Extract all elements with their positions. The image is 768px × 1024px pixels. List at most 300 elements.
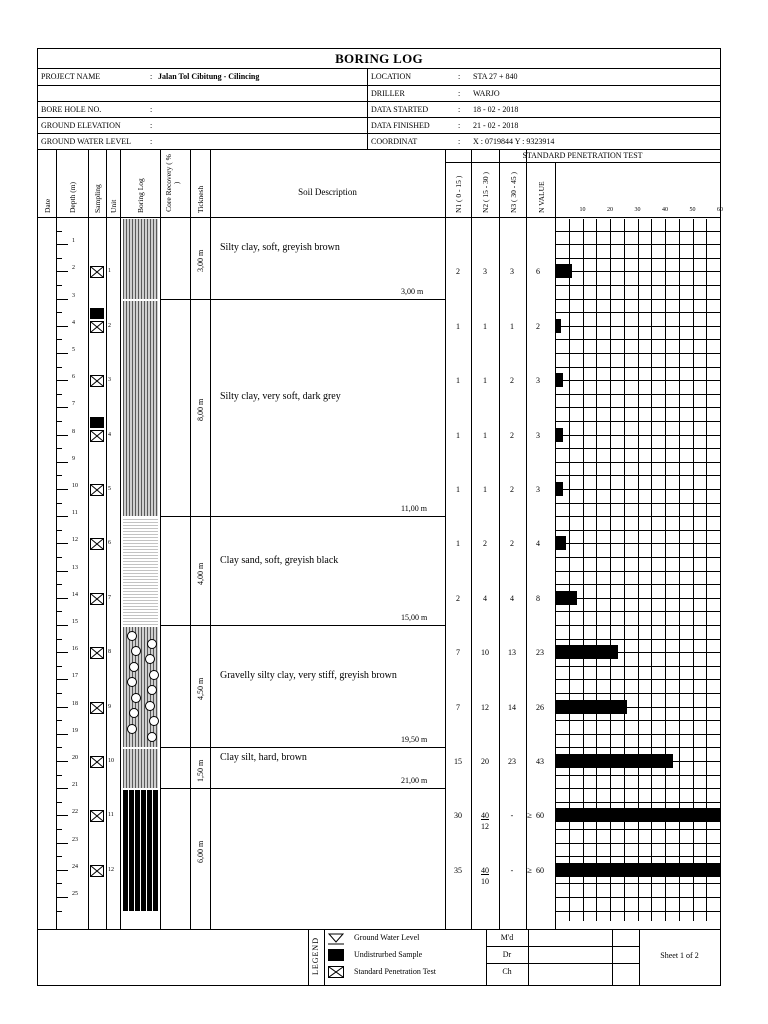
page-title: BORING LOG	[335, 51, 423, 66]
layer-bottom-depth: 21,00 m	[401, 776, 428, 786]
n3-value: 23	[508, 757, 516, 766]
header-sep: :	[150, 121, 153, 130]
depth-tick-label: 19	[72, 727, 78, 734]
depth-tick	[56, 407, 68, 408]
n3-value: 14	[508, 702, 516, 712]
header-label: DRILLER	[371, 89, 405, 98]
legend-divider	[324, 929, 325, 985]
depth-tick	[56, 489, 68, 490]
chart-grid-line	[555, 829, 720, 830]
n2-value: 1	[483, 430, 487, 440]
thickness-value: 1,50 m	[196, 759, 205, 782]
depth-minor-tick	[56, 611, 62, 612]
legend-title: LEGEND	[311, 937, 320, 975]
spt-n-bar	[555, 319, 561, 333]
chart-grid-line	[555, 258, 720, 259]
spt-n-bar	[555, 482, 563, 496]
n1-value: 7	[456, 648, 460, 658]
n1-value: 35	[454, 865, 462, 875]
nvalue: 43	[536, 757, 544, 766]
header-value: 18 - 02 - 2018	[473, 105, 519, 114]
gravel-pebble	[147, 732, 157, 742]
header-label: PROJECT NAME	[41, 72, 101, 81]
layer-boundary	[160, 625, 445, 626]
sample-number: 3	[108, 377, 111, 384]
spt-title: STANDARD PENETRATION TEST	[522, 151, 643, 160]
depth-tick-label: 2	[72, 265, 75, 272]
chart-grid-line	[555, 843, 720, 844]
n3-value: 2	[510, 376, 514, 386]
nvalue-header: N VALUE	[536, 181, 546, 213]
n1-value: 1	[456, 539, 460, 549]
layer-boundary	[160, 299, 445, 300]
layer-bottom-depth: 19,50 m	[401, 735, 428, 745]
project-name-value: Jalan Tol Cibitung - Cilincing	[158, 72, 260, 81]
depth-tick-label: 13	[72, 564, 78, 571]
chart-grid-line	[555, 856, 720, 857]
signoff-label: Ch	[502, 967, 512, 976]
column-line	[471, 149, 472, 929]
n1-value: 2	[456, 593, 460, 603]
chart-grid-line	[555, 557, 720, 558]
depth-tick-label: 9	[72, 455, 75, 462]
depth-minor-tick	[56, 448, 62, 449]
depth-header: Depth (m)	[68, 181, 77, 213]
n2-value: 40	[481, 865, 489, 875]
column-line	[56, 149, 57, 929]
column-line	[120, 149, 121, 929]
thickness-value: 4,00 m	[196, 562, 205, 585]
header-label: DATA STARTED	[371, 105, 429, 114]
chart-grid-line	[555, 367, 720, 368]
depth-tick	[56, 761, 68, 762]
legend-item-label: Undistrurbed Sample	[354, 950, 423, 959]
depth-minor-tick	[56, 747, 62, 748]
n3-value: 2	[510, 539, 514, 549]
spt-n-bar	[555, 808, 720, 822]
depth-minor-tick	[56, 530, 62, 531]
nvalue-prefix: ≥	[527, 864, 532, 875]
chart-grid-line	[555, 639, 720, 640]
header-label: DATA FINISHED	[371, 121, 430, 130]
chart-grid-line	[555, 231, 720, 232]
spt-sample-icon	[90, 593, 104, 605]
n3-header: N3 ( 30 - 45 )	[508, 171, 518, 213]
n2-value: 40	[481, 811, 489, 821]
n2-value: 12	[481, 702, 489, 712]
core-recovery-header: Core Recovery ( % )	[164, 154, 181, 212]
sample-number: 12	[108, 866, 114, 873]
depth-tick	[56, 543, 68, 544]
boring-log-layer	[123, 219, 158, 299]
spt-n-bar	[555, 863, 720, 877]
depth-tick-label: 24	[72, 863, 78, 870]
chart-grid-line	[555, 911, 720, 912]
nvalue: 6	[536, 267, 540, 277]
nvalue: 2	[536, 321, 540, 331]
depth-tick	[56, 299, 68, 300]
header-row-line	[38, 117, 720, 118]
depth-tick	[56, 870, 68, 871]
n3-value: 1	[510, 321, 514, 331]
depth-tick	[56, 271, 68, 272]
depth-tick-label: 21	[72, 782, 78, 789]
n2-subvalue: 10	[481, 876, 489, 886]
column-line	[210, 149, 211, 929]
n2-value: 20	[481, 757, 489, 766]
depth-tick	[56, 788, 68, 789]
sample-number: 2	[108, 322, 111, 329]
header-value: 21 - 02 - 2018	[473, 121, 519, 130]
legend-item-label: Standard Penetration Test	[354, 967, 436, 976]
depth-tick	[56, 571, 68, 572]
chart-grid-line	[555, 462, 720, 463]
depth-tick-label: 10	[72, 483, 78, 489]
scale-tick-label: 60	[717, 207, 723, 213]
n2-value: 10	[481, 648, 489, 658]
depth-tick-label: 6	[72, 374, 75, 381]
boring-log-layer	[123, 301, 158, 517]
spt-sample-icon	[90, 430, 104, 442]
chart-grid-line	[555, 448, 720, 449]
depth-minor-tick	[56, 367, 62, 368]
n2-value: 1	[483, 485, 487, 494]
chart-grid-line	[555, 244, 720, 245]
gravel-pebble	[131, 646, 141, 656]
spt-n-bar	[555, 264, 572, 278]
header-label: GROUND ELEVATION	[41, 121, 121, 130]
gravel-pebble	[147, 639, 157, 649]
chart-grid-line	[555, 720, 720, 721]
signoff-line	[486, 946, 639, 947]
spt-n-bar	[555, 373, 563, 387]
header-value: WARJO	[473, 89, 500, 98]
spt-n-bar	[555, 645, 618, 659]
depth-tick	[56, 353, 68, 354]
chart-grid-line	[555, 326, 720, 327]
signoff-label: Dr	[502, 950, 512, 959]
scale-tick-label: 20	[607, 207, 613, 213]
nvalue: 3	[536, 430, 540, 440]
spt-n-bar	[555, 591, 577, 605]
chart-grid-line	[555, 611, 720, 612]
scale-tick-label: 50	[689, 207, 696, 213]
header-value: STA 27 + 840	[473, 72, 518, 81]
boring-log-header: Boring Log	[136, 178, 145, 213]
spt-sample-icon	[90, 865, 104, 877]
header-sep: :	[150, 105, 153, 114]
gravel-pebble	[147, 685, 157, 695]
depth-tick	[56, 679, 68, 680]
n3-value: 3	[510, 267, 514, 277]
soil-description: Clay sand, soft, greyish black	[220, 554, 339, 566]
scale-tick-label: 40	[662, 207, 668, 213]
sheet-number: Sheet 1 of 2	[660, 951, 699, 960]
chart-grid-line	[555, 775, 720, 776]
depth-minor-tick	[56, 720, 62, 721]
sample-number: 10	[108, 758, 114, 764]
depth-minor-tick	[56, 557, 62, 558]
depth-tick	[56, 897, 68, 898]
depth-tick-label: 4	[72, 319, 75, 326]
chart-grid-line	[555, 598, 720, 599]
ground-water-level-icon	[328, 932, 344, 944]
thickness-value: 6,00 m	[196, 841, 205, 864]
header-divider	[38, 68, 720, 69]
depth-tick	[56, 598, 68, 599]
chart-grid-line	[555, 666, 720, 667]
gravel-pebble	[149, 670, 159, 680]
depth-tick	[56, 380, 68, 381]
undisturbed-sample-icon	[90, 417, 104, 428]
layer-boundary	[160, 788, 445, 789]
depth-minor-tick	[56, 666, 62, 667]
sample-number: 8	[108, 649, 111, 656]
header-sep: :	[458, 137, 461, 146]
header-mid-divider	[367, 68, 368, 149]
chart-grid-line	[555, 339, 720, 340]
chart-grid-line	[555, 734, 720, 735]
depth-minor-tick	[56, 829, 62, 830]
depth-tick	[56, 435, 68, 436]
depth-tick-label: 20	[72, 755, 78, 761]
column-line	[88, 149, 89, 929]
n3-value: -	[510, 811, 514, 821]
header-row-line	[38, 133, 720, 134]
body-bottom-line	[38, 929, 720, 930]
nvalue: 60	[536, 865, 544, 875]
sample-number: 7	[108, 594, 111, 601]
legend-divider	[308, 929, 309, 985]
chart-grid-line	[555, 312, 720, 313]
depth-tick	[56, 244, 68, 245]
depth-minor-tick	[56, 639, 62, 640]
header-bottom-line	[38, 149, 720, 150]
gravel-pebble	[127, 631, 137, 641]
header-value: X : 0719844 Y : 9323914	[473, 137, 555, 146]
n1-value: 15	[454, 757, 462, 766]
legend-item-label: Ground Water Level	[354, 933, 420, 942]
boring-log-layer	[123, 518, 158, 625]
depth-tick-label: 15	[72, 619, 78, 625]
depth-minor-tick	[56, 312, 62, 313]
header-label: LOCATION	[371, 72, 411, 81]
depth-minor-tick	[56, 475, 62, 476]
spt-sample-icon	[90, 266, 104, 278]
n1-value: 1	[456, 321, 460, 331]
nvalue: 3	[536, 376, 540, 386]
chart-grid-line	[555, 421, 720, 422]
depth-tick	[56, 734, 68, 735]
unit-header: Unit	[109, 199, 118, 213]
scale-tick-label: 30	[634, 207, 641, 213]
spt-sample-icon	[90, 538, 104, 550]
thickness-header: Ticknesh	[196, 185, 205, 213]
log-grid	[38, 49, 723, 985]
depth-minor-tick	[56, 421, 62, 422]
legend-divider	[528, 929, 529, 985]
nvalue-prefix: ≥	[527, 810, 532, 821]
spt-legend-icon	[328, 966, 344, 978]
chart-grid-line	[555, 435, 720, 436]
chart-grid-line	[555, 530, 720, 531]
depth-minor-tick	[56, 775, 62, 776]
sample-number: 11	[108, 812, 114, 819]
chart-grid-line	[555, 407, 720, 408]
chart-grid-line	[555, 271, 720, 272]
n1-value: 2	[456, 267, 460, 277]
depth-minor-tick	[56, 856, 62, 857]
nvalue: 8	[536, 593, 540, 603]
nvalue: 26	[536, 702, 544, 712]
chart-grid-line	[555, 571, 720, 572]
thickness-value: 3,00 m	[196, 249, 205, 272]
soil-description: Silty clay, soft, greyish brown	[220, 241, 340, 253]
depth-tick-label: 11	[72, 510, 78, 517]
layer-boundary	[160, 516, 445, 517]
nvalue: 4	[536, 539, 540, 549]
header-sep: :	[150, 137, 153, 146]
gravel-pebble	[145, 701, 155, 711]
header-row-line	[38, 85, 720, 86]
spt-sample-icon	[90, 756, 104, 768]
chart-grid-line	[555, 679, 720, 680]
chart-grid-line	[555, 883, 720, 884]
n3-value: 2	[510, 430, 514, 440]
spt-n-bar	[555, 700, 627, 714]
n1-value: 1	[456, 430, 460, 440]
undisturbed-sample-legend-icon	[328, 949, 344, 961]
thickness-value: 4,50 m	[196, 677, 205, 701]
spt-n-bar	[555, 536, 566, 550]
sample-number: 6	[108, 540, 111, 547]
chart-grid-line	[555, 285, 720, 286]
depth-minor-tick	[56, 802, 62, 803]
column-line	[190, 149, 191, 929]
chart-grid-line	[555, 802, 720, 803]
sample-number: 4	[108, 431, 111, 438]
gravel-pebble	[127, 724, 137, 734]
scale-tick-label: 10	[579, 207, 586, 213]
column-line	[160, 149, 161, 929]
n3-value: 2	[510, 485, 514, 494]
legend-divider	[612, 929, 613, 985]
depth-tick-label: 22	[72, 809, 78, 816]
depth-minor-tick	[56, 339, 62, 340]
spt-sample-icon	[90, 321, 104, 333]
gravel-pebble	[131, 693, 141, 703]
chart-grid-line	[555, 380, 720, 381]
depth-tick-label: 7	[72, 401, 75, 408]
n1-value: 1	[456, 485, 460, 494]
n1-value: 30	[454, 811, 462, 821]
header-label: GROUND WATER LEVEL	[41, 137, 132, 146]
chart-grid-line	[555, 625, 720, 626]
spt-sample-icon	[90, 375, 104, 387]
depth-tick	[56, 326, 68, 327]
spt-n-bar	[555, 754, 673, 768]
depth-tick-label: 14	[72, 591, 78, 598]
header-sep: :	[458, 121, 461, 130]
chart-grid-line	[555, 584, 720, 585]
sample-number: 1	[108, 268, 111, 275]
column-line	[106, 149, 107, 929]
boring-log-layer	[123, 749, 158, 788]
n3-value: -	[510, 865, 514, 875]
boring-log-layer	[123, 627, 158, 747]
depth-tick	[56, 462, 68, 463]
header-sep: :	[458, 89, 461, 98]
n1-value: 1	[456, 376, 460, 386]
depth-minor-tick	[56, 883, 62, 884]
chart-grid-line	[555, 503, 720, 504]
spt-sample-icon	[90, 702, 104, 714]
spt-n-bar	[555, 428, 563, 442]
chart-grid-line	[555, 475, 720, 476]
chart-grid-line	[555, 353, 720, 354]
sample-number: 9	[108, 703, 111, 710]
signoff-label: M'd	[500, 933, 514, 942]
depth-tick-label: 18	[72, 700, 78, 707]
sampling-header: Sampling	[93, 184, 102, 213]
gravel-pebble	[149, 716, 159, 726]
soil-description: Silty clay, very soft, dark grey	[220, 391, 341, 403]
layer-bottom-depth: 3,00 m	[401, 286, 424, 296]
soil-description: Gravelly silty clay, very stiff, greyish brown	[220, 670, 397, 682]
column-header-bottom	[38, 217, 720, 218]
boring-log-sheet	[37, 48, 721, 986]
depth-tick-label: 12	[72, 537, 78, 544]
n2-value: 2	[483, 539, 487, 549]
chart-grid-line	[555, 516, 720, 517]
chart-grid-line	[555, 489, 720, 490]
nvalue: 3	[536, 485, 540, 494]
date-header: Date	[43, 198, 52, 213]
signoff-line	[486, 963, 639, 964]
depth-minor-tick	[56, 394, 62, 395]
header-sep: :	[150, 72, 153, 81]
chart-grid-line	[555, 299, 720, 300]
n1-value: 7	[456, 702, 460, 712]
chart-grid-line	[555, 747, 720, 748]
layer-bottom-depth: 15,00 m	[401, 613, 428, 622]
depth-tick	[56, 516, 68, 517]
depth-minor-tick	[56, 258, 62, 259]
chart-grid-line	[555, 394, 720, 395]
depth-minor-tick	[56, 503, 62, 504]
undisturbed-sample-icon	[90, 308, 104, 319]
depth-tick	[56, 707, 68, 708]
thickness-value: 8,00 m	[196, 399, 205, 422]
spt-sample-icon	[90, 647, 104, 659]
chart-grid-line	[720, 219, 721, 921]
chart-grid-line	[555, 897, 720, 898]
depth-tick-label: 5	[72, 347, 75, 353]
chart-grid-line	[555, 788, 720, 789]
header-row-line	[38, 101, 720, 102]
depth-minor-tick	[56, 584, 62, 585]
header-sep: :	[458, 72, 461, 81]
soil-description-header: Soil Description	[298, 187, 357, 197]
n3-value: 4	[510, 593, 514, 603]
n2-subvalue: 12	[481, 822, 489, 832]
spt-title-line	[445, 162, 720, 163]
nvalue: 60	[536, 811, 544, 821]
gravel-pebble	[145, 654, 155, 664]
n2-header: N2 ( 15 - 30 )	[481, 171, 490, 213]
header-label: COORDINAT	[371, 137, 418, 146]
depth-tick-label: 17	[72, 673, 78, 680]
